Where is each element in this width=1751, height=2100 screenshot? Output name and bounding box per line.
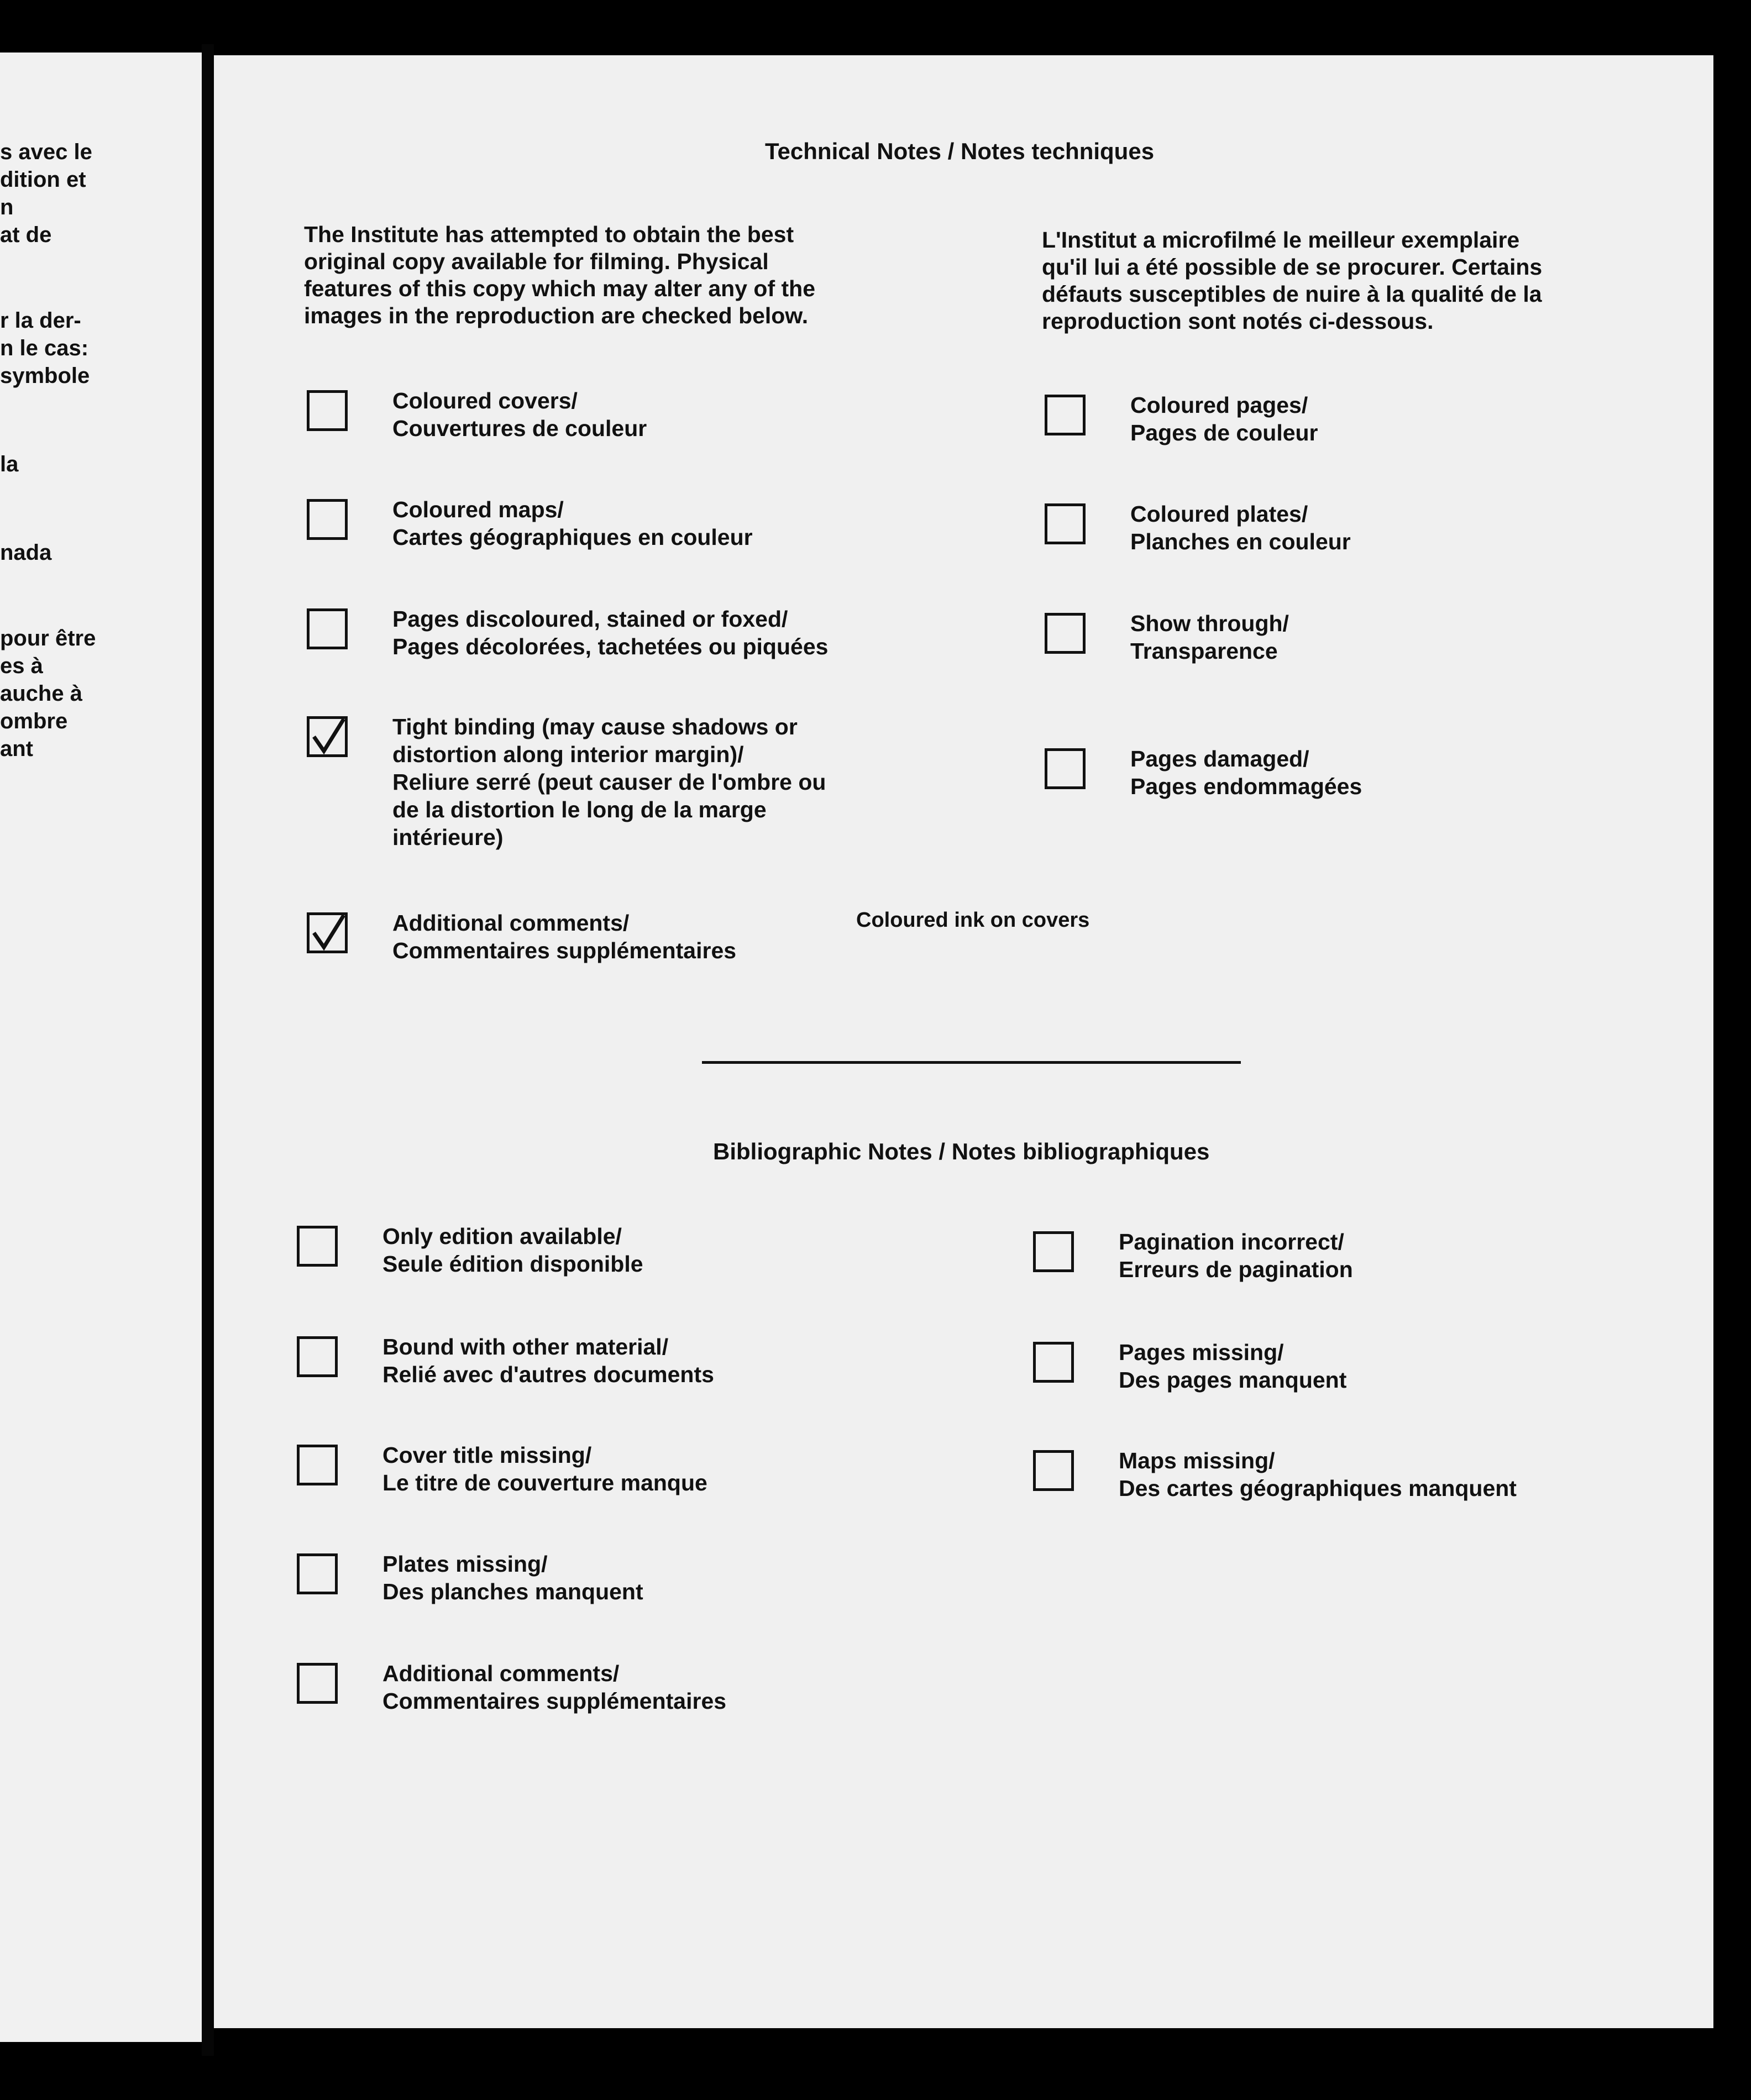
bibliographic-item-label bbox=[382, 1660, 726, 1715]
bibliographic-item-label-line: Des cartes géographiques manquent bbox=[1119, 1476, 1517, 1501]
checkbox-checked[interactable] bbox=[307, 716, 348, 757]
additional-comment-text: Coloured ink on covers bbox=[856, 909, 1090, 932]
bibliographic-item-label-line: Des planches manquent bbox=[382, 1579, 643, 1604]
bibliographic-item-label-line: Des pages manquent bbox=[1119, 1367, 1347, 1393]
page-gutter bbox=[202, 44, 214, 2056]
intro-french bbox=[1042, 227, 1542, 335]
bibliographic-notes-heading: Bibliographic Notes / Notes bibliographiques bbox=[713, 1138, 1210, 1164]
intro-french-line: défauts susceptibles de nuire à la qualité de la bbox=[1042, 281, 1542, 307]
intro-french-line: L'Institut a microfilmé le meilleur exemplaire bbox=[1042, 227, 1520, 253]
bibliographic-item-label-line: Plates missing/ bbox=[382, 1551, 548, 1577]
bibliographic-item-label bbox=[382, 1550, 643, 1605]
checkbox[interactable] bbox=[307, 499, 348, 540]
bibliographic-item-label-line: Relié avec d'autres documents bbox=[382, 1362, 714, 1387]
bibliographic-item-label bbox=[382, 1222, 643, 1278]
bibliographic-item-label-line: Only edition available/ bbox=[382, 1224, 622, 1249]
bibliographic-item-label-line: Le titre de couverture manque bbox=[382, 1470, 707, 1495]
previous-page-fragment: la bbox=[0, 452, 19, 476]
previous-page-fragment: ombre bbox=[0, 709, 68, 733]
previous-page-edge bbox=[0, 53, 202, 2042]
technical-item-label bbox=[392, 605, 828, 660]
section-divider bbox=[702, 1061, 1241, 1064]
technical-item-label-line: Pages discoloured, stained or foxed/ bbox=[392, 606, 788, 632]
checkmark-icon bbox=[311, 717, 347, 757]
checkbox[interactable] bbox=[1045, 503, 1086, 544]
intro-french-line: reproduction sont notés ci-dessous. bbox=[1042, 308, 1434, 334]
technical-item-label bbox=[1130, 500, 1351, 555]
technical-item-label bbox=[1130, 610, 1289, 665]
technical-item-label bbox=[392, 387, 647, 442]
checkbox[interactable] bbox=[1045, 748, 1086, 789]
bibliographic-item-label bbox=[1119, 1447, 1517, 1502]
technical-item-label-line: Pages décolorées, tachetées ou piquées bbox=[392, 634, 829, 659]
checkbox[interactable] bbox=[1045, 395, 1086, 435]
technical-item-label-line: Pages endommagées bbox=[1130, 774, 1362, 799]
technical-notes-heading: Technical Notes / Notes techniques bbox=[765, 138, 1155, 164]
checkbox-checked[interactable] bbox=[307, 912, 348, 953]
checkbox[interactable] bbox=[1033, 1342, 1074, 1383]
previous-page-fragment: s avec le bbox=[0, 140, 92, 164]
technical-item-label bbox=[392, 713, 826, 851]
checkbox[interactable] bbox=[307, 390, 348, 431]
technical-item-label-line: Planches en couleur bbox=[1130, 529, 1351, 554]
previous-page-fragment: n bbox=[0, 195, 14, 219]
bibliographic-item-label bbox=[1119, 1338, 1346, 1394]
bibliographic-item-label-line: Erreurs de pagination bbox=[1119, 1257, 1353, 1282]
technical-item-label-line: intérieure) bbox=[392, 825, 504, 850]
intro-french-line: qu'il lui a été possible de se procurer. Certains bbox=[1042, 254, 1543, 280]
intro-english-line: features of this copy which may alter any of the bbox=[304, 276, 816, 301]
bibliographic-item-label-line: Additional comments/ bbox=[382, 1661, 620, 1686]
technical-item-label-line: Pages damaged/ bbox=[1130, 746, 1309, 771]
technical-item-label bbox=[1130, 391, 1318, 447]
previous-page-fragment: at de bbox=[0, 223, 52, 247]
checkbox[interactable] bbox=[297, 1663, 338, 1704]
previous-page-fragment: r la der- bbox=[0, 308, 81, 333]
bibliographic-item-label-line: Maps missing/ bbox=[1119, 1448, 1275, 1473]
bibliographic-item-label-line: Commentaires supplémentaires bbox=[382, 1688, 727, 1714]
bibliographic-item-label bbox=[1119, 1228, 1353, 1283]
technical-notes-page bbox=[214, 55, 1713, 2028]
checkbox[interactable] bbox=[297, 1226, 338, 1267]
bibliographic-item-label-line: Cover title missing/ bbox=[382, 1442, 592, 1468]
technical-item-label-line: Coloured maps/ bbox=[392, 497, 564, 522]
technical-item-label-line: Tight binding (may cause shadows or bbox=[392, 714, 798, 739]
intro-english-line: The Institute has attempted to obtain the best bbox=[304, 222, 794, 247]
checkbox[interactable] bbox=[1045, 613, 1086, 654]
technical-item-label-line: Commentaires supplémentaires bbox=[392, 938, 737, 963]
previous-page-fragment: pour être bbox=[0, 626, 96, 650]
technical-item-label-line: Coloured plates/ bbox=[1130, 501, 1308, 527]
previous-page-fragment: dition et bbox=[0, 167, 86, 192]
technical-item-label-line: de la distortion le long de la marge bbox=[392, 797, 767, 822]
technical-item-label-line: Transparence bbox=[1130, 638, 1278, 664]
checkbox[interactable] bbox=[297, 1336, 338, 1377]
technical-item-label-line: distortion along interior margin)/ bbox=[392, 742, 744, 767]
intro-english bbox=[304, 221, 815, 329]
technical-item-label bbox=[1130, 745, 1362, 800]
previous-page-fragment: es à bbox=[0, 654, 43, 678]
bibliographic-item-label-line: Seule édition disponible bbox=[382, 1251, 643, 1277]
previous-page-fragment: auche à bbox=[0, 681, 82, 706]
bibliographic-item-label-line: Bound with other material/ bbox=[382, 1334, 669, 1359]
technical-item-label-line: Show through/ bbox=[1130, 611, 1289, 636]
intro-english-line: images in the reproduction are checked below. bbox=[304, 303, 809, 328]
technical-item-label-line: Couvertures de couleur bbox=[392, 416, 647, 441]
technical-item-label-line: Coloured covers/ bbox=[392, 388, 578, 413]
bibliographic-item-label bbox=[382, 1441, 707, 1497]
bibliographic-item-label-line: Pagination incorrect/ bbox=[1119, 1229, 1344, 1254]
intro-english-line: original copy available for filming. Physical bbox=[304, 249, 769, 274]
technical-item-label-line: Additional comments/ bbox=[392, 910, 630, 936]
previous-page-fragment: symbole bbox=[0, 364, 90, 388]
technical-item-label bbox=[392, 909, 736, 964]
previous-page-fragment: nada bbox=[0, 540, 52, 565]
checkbox[interactable] bbox=[1033, 1450, 1074, 1491]
bibliographic-item-label bbox=[382, 1333, 714, 1388]
checkbox[interactable] bbox=[297, 1445, 338, 1485]
technical-item-label bbox=[392, 496, 753, 551]
checkbox[interactable] bbox=[297, 1553, 338, 1594]
checkbox[interactable] bbox=[307, 608, 348, 649]
technical-item-label-line: Pages de couleur bbox=[1130, 420, 1318, 445]
previous-page-fragment: ant bbox=[0, 737, 33, 761]
bibliographic-item-label-line: Pages missing/ bbox=[1119, 1340, 1284, 1365]
checkbox[interactable] bbox=[1033, 1231, 1074, 1272]
technical-item-label-line: Coloured pages/ bbox=[1130, 392, 1308, 418]
technical-item-label-line: Reliure serré (peut causer de l'ombre ou bbox=[392, 769, 826, 795]
previous-page-fragment: n le cas: bbox=[0, 336, 89, 360]
technical-item-label-line: Cartes géographiques en couleur bbox=[392, 524, 753, 550]
checkmark-icon bbox=[311, 913, 347, 953]
